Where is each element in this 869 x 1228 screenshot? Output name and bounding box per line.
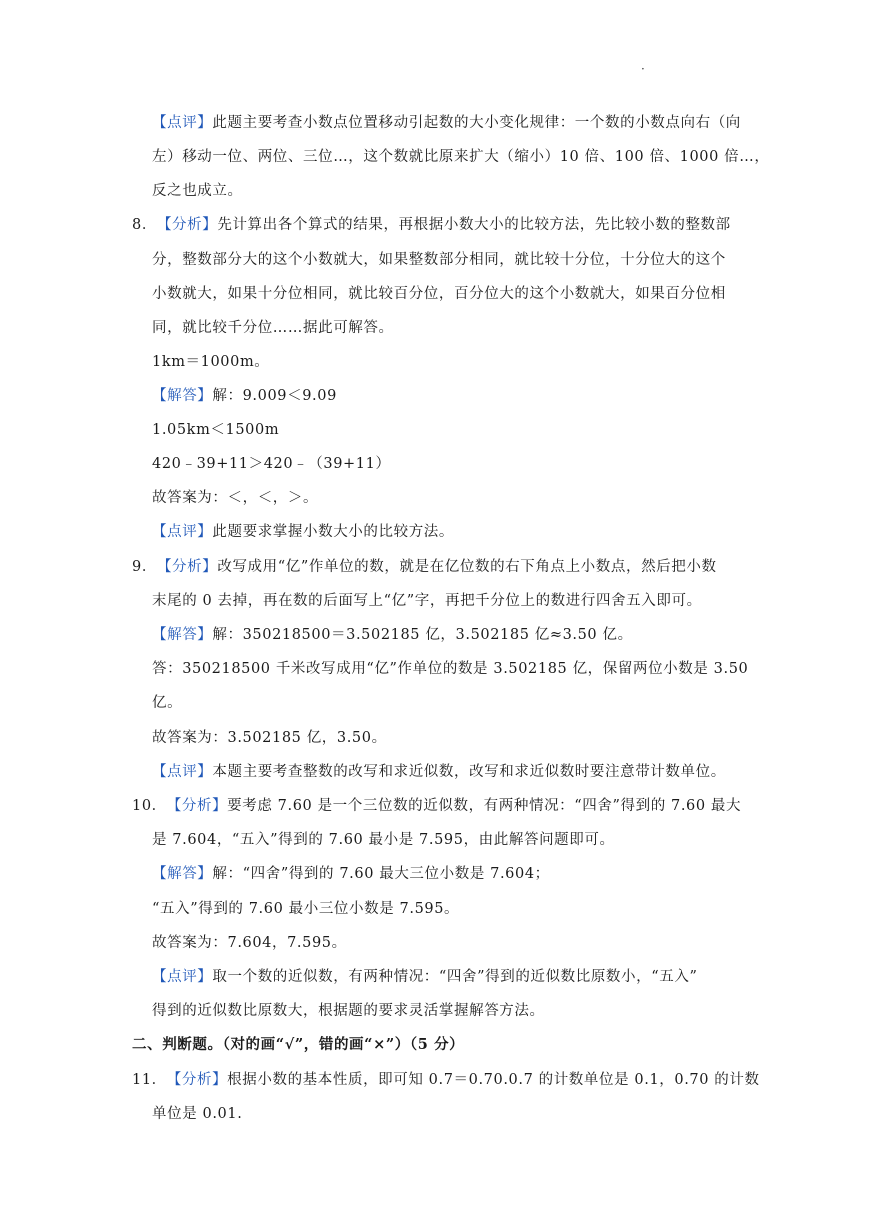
text-line (152, 318, 394, 338)
text-line (152, 352, 269, 372)
section-tag: 【解答】 (152, 627, 213, 643)
text-line (152, 250, 726, 270)
text-line (152, 693, 182, 713)
text-line (152, 386, 337, 406)
text-line (152, 933, 347, 953)
section-tag: 【分析】 (166, 1072, 228, 1088)
line-text: 同，就比较千分位……据此可解答。 (152, 320, 394, 336)
text-line (152, 522, 454, 542)
text-line (152, 659, 748, 679)
text-line (152, 830, 615, 850)
line-text: 故答案为：3.502185 亿，3.50。 (152, 730, 387, 746)
line-text: 1km＝1000m。 (152, 354, 270, 370)
line-text: 要考虑 7.60 是一个三位数的近似数，有两种情况：“四舍”得到的 7.60 最大 (227, 798, 742, 814)
text-line (152, 899, 459, 919)
text-line (152, 625, 633, 645)
text-line (132, 796, 741, 816)
text-line (152, 762, 726, 782)
text-line (152, 181, 243, 201)
line-text: 亿。 (152, 695, 183, 711)
text-line (132, 1070, 760, 1090)
line-text: 解：“四舍”得到的 7.60 最大三位小数是 7.604； (212, 866, 550, 882)
line-text: 先计算出各个算式的结果，再根据小数大小的比较方法，先比较小数的整数部 (217, 217, 731, 233)
text-line (152, 864, 550, 884)
question-number: 9． (132, 559, 157, 575)
text-line (152, 454, 391, 474)
section-tag: 【分析】 (156, 217, 218, 233)
section-tag: 【点评】 (152, 764, 213, 780)
line-text: 解：9.009＜9.09 (212, 388, 337, 404)
line-text: 改写成用“亿”作单位的数，就是在亿位数的右下角点上小数点，然后把小数 (217, 559, 717, 575)
line-text: 1.05km＜1500m (152, 422, 280, 438)
page-mark: · (641, 62, 645, 76)
line-text: 本题主要考查整数的改写和求近似数，改写和求近似数时要注意带计数单位。 (212, 764, 726, 780)
line-text: 分，整数部分大的这个小数就大，如果整数部分相同，就比较十分位，十分位大的这个 (152, 252, 726, 268)
text-line (152, 113, 741, 133)
section-tag: 【分析】 (156, 559, 218, 575)
text-line (152, 728, 387, 748)
line-text: 答：350218500 千米改写成用“亿”作单位的数是 3.502185 亿，保留两位小数是 3.50 (152, 661, 749, 677)
line-text: 解：350218500＝3.502185 亿，3.502185 亿≈3.50 亿。 (212, 627, 633, 643)
text-line (152, 1104, 242, 1124)
text-line (132, 215, 731, 235)
line-text: 根据小数的基本性质，即可知 0.7＝0.70.0.7 的计数单位是 0.1，0.70 的计数 (227, 1072, 760, 1088)
line-text: “五入”得到的 7.60 最小三位小数是 7.595。 (152, 901, 460, 917)
line-text: 故答案为：7.604，7.595。 (152, 935, 347, 951)
text-line (152, 591, 702, 611)
section-heading (132, 1035, 464, 1055)
text-line (152, 284, 726, 304)
text-line (132, 557, 717, 577)
line-text: 是 7.604，“五入”得到的 7.60 最小是 7.595，由此解答问题即可。 (152, 832, 615, 848)
text-line (152, 967, 697, 987)
text-line (152, 488, 318, 508)
section-tag: 【解答】 (152, 388, 213, 404)
text-line (152, 1001, 545, 1021)
question-number: 8． (132, 217, 157, 233)
line-text: 左）移动一位、两位、三位…，这个数就比原来扩大（缩小）10 倍、100 倍、1000 倍…， (152, 149, 770, 165)
question-number: 10． (132, 798, 167, 814)
line-text: 此题要求掌握小数大小的比较方法。 (212, 524, 455, 540)
section-tag: 【解答】 (152, 866, 213, 882)
text-line (152, 420, 279, 440)
line-text: 故答案为：＜，＜，＞。 (152, 490, 319, 506)
question-number: 11． (132, 1072, 167, 1088)
line-text: 末尾的 0 去掉，再在数的后面写上“亿”字，再把千分位上的数进行四舍五入即可。 (152, 593, 702, 609)
section-tag: 【点评】 (152, 969, 213, 985)
line-text: 此题主要考查小数点位置移动引起数的大小变化规律：一个数的小数点向右（向 (212, 115, 741, 131)
section-tag: 【分析】 (166, 798, 228, 814)
line-text: 取一个数的近似数，有两种情况：“四舍”得到的近似数比原数小，“五入” (212, 969, 698, 985)
line-text: 得到的近似数比原数大，根据题的要求灵活掌握解答方法。 (152, 1003, 545, 1019)
line-text: 小数就大，如果十分位相同，就比较百分位，百分位大的这个小数就大，如果百分位相 (152, 286, 726, 302)
line-text: 二、判断题。（对的画“√”，错的画“×”）（5 分） (132, 1036, 465, 1053)
line-text: 420﹣39+11＞420﹣（39+11） (152, 456, 391, 472)
section-tag: 【点评】 (152, 524, 213, 540)
text-line (152, 147, 769, 167)
line-text: 单位是 0.01. (152, 1106, 243, 1122)
section-tag: 【点评】 (152, 115, 213, 131)
line-text: 反之也成立。 (152, 183, 243, 199)
